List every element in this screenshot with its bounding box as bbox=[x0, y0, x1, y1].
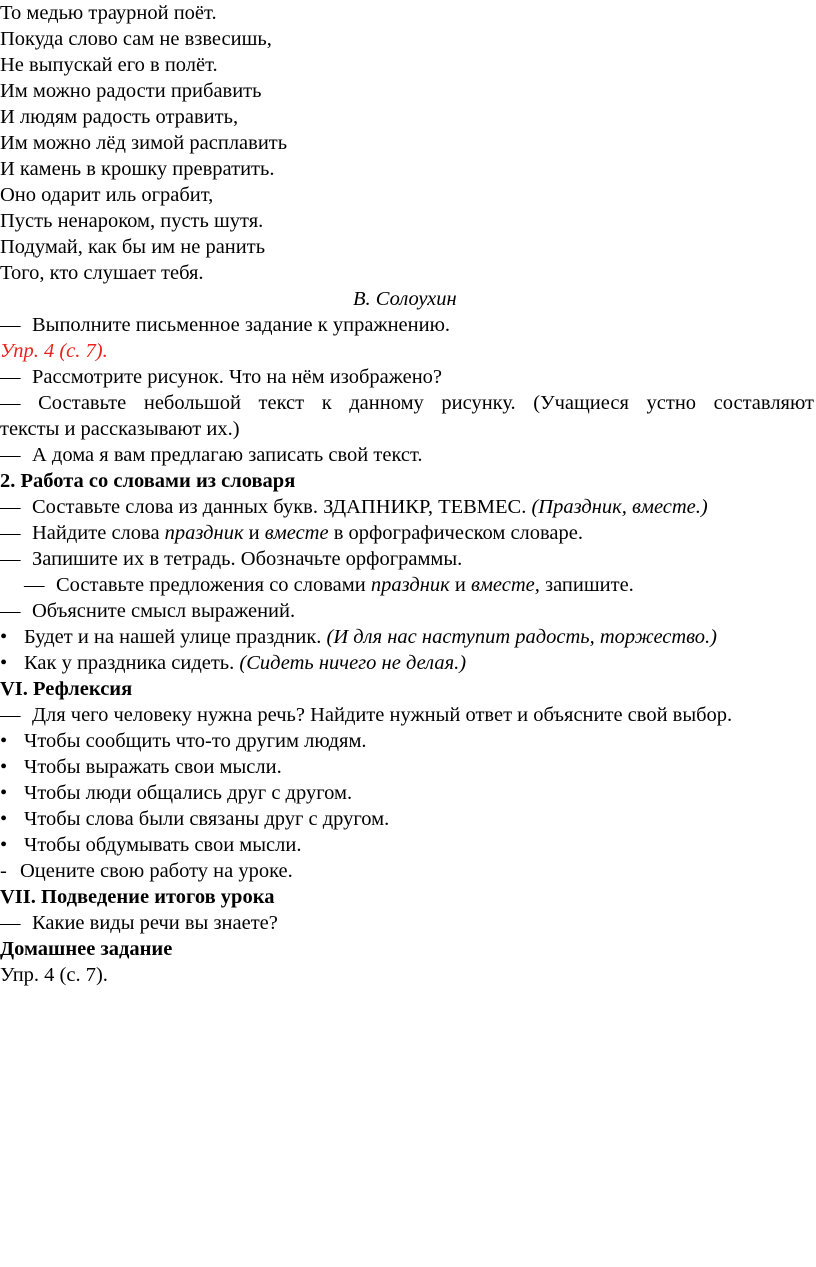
dash-marker: — bbox=[0, 366, 21, 388]
task-text: и bbox=[454, 574, 466, 596]
task-item bbox=[0, 910, 278, 936]
bullet-item bbox=[0, 728, 367, 754]
task-item bbox=[24, 572, 634, 598]
task-text: А дома я вам предлагаю записать свой текст. bbox=[32, 444, 423, 466]
task-text: Запишите их в тетрадь. Обозначьте орфограммы. bbox=[32, 548, 463, 570]
task-item bbox=[0, 494, 708, 520]
task-item bbox=[0, 598, 295, 624]
task-item bbox=[0, 702, 732, 728]
bullet-text: Как у праздника сидеть. bbox=[24, 652, 235, 674]
task-text: и bbox=[248, 522, 260, 544]
dash-marker: — bbox=[24, 574, 45, 596]
task-item bbox=[0, 520, 583, 546]
task-text-continuation: тексты и рассказывают их.) bbox=[0, 418, 240, 440]
poem-author: В. Солоухин bbox=[353, 288, 457, 310]
bullet-marker: • bbox=[0, 730, 8, 752]
poem-line: Того, кто слушает тебя. bbox=[0, 262, 204, 284]
task-item-justified bbox=[0, 390, 814, 416]
word: составляют bbox=[713, 392, 814, 414]
bullet-text: Чтобы сообщить что-то другим людям. bbox=[24, 730, 367, 752]
word: Составьте bbox=[38, 392, 127, 414]
bullet-marker: • bbox=[0, 756, 8, 778]
word: рисунку. bbox=[441, 392, 516, 414]
bullet-italic: (Сидеть ничего не делая.) bbox=[239, 652, 467, 674]
bullet-text: Чтобы выражать свои мысли. bbox=[24, 756, 282, 778]
bullet-item bbox=[0, 806, 389, 832]
bullet-text: Будет и на нашей улице праздник. bbox=[24, 626, 322, 648]
poem-line: Им можно лёд зимой расплавить bbox=[0, 132, 288, 154]
dash-marker: — bbox=[0, 444, 21, 466]
bullet-item bbox=[0, 780, 352, 806]
word: (Учащиеся bbox=[533, 392, 629, 414]
word-italic: праздник bbox=[164, 522, 244, 544]
word-italic: вместе bbox=[264, 522, 329, 544]
dash-marker: — bbox=[0, 496, 21, 518]
task-text: Для чего человеку нужна речь? Найдите нужный ответ и объясните свой выбор. bbox=[32, 704, 733, 726]
task-text: Составьте предложения со словами bbox=[56, 574, 366, 596]
task-text: запишите. bbox=[545, 574, 634, 596]
bullet-text: Чтобы обдумывать свои мысли. bbox=[24, 834, 302, 856]
bullet-marker: • bbox=[0, 626, 8, 648]
poem-line: Подумай, как бы им не ранить bbox=[0, 236, 266, 258]
bullet-item bbox=[0, 832, 301, 858]
hyphen-marker: - bbox=[0, 860, 7, 882]
task-text: Какие виды речи вы знаете? bbox=[32, 912, 278, 934]
poem-line: Не выпускай его в полёт. bbox=[0, 54, 218, 76]
poem-line: Покуда слово сам не взвесишь, bbox=[0, 28, 272, 50]
task-item bbox=[0, 312, 450, 338]
bullet-item bbox=[0, 650, 466, 676]
homework-text: Упр. 4 (с. 7). bbox=[0, 964, 108, 986]
dash-marker: — bbox=[0, 392, 21, 414]
task-text: Объясните смысл выражений. bbox=[32, 600, 296, 622]
word-italic: праздник bbox=[370, 574, 450, 596]
task-item bbox=[0, 442, 423, 468]
bullet-marker: • bbox=[0, 834, 8, 856]
task-text: Найдите слова bbox=[32, 522, 160, 544]
poem-line: И камень в крошку превратить. bbox=[0, 158, 275, 180]
word: устно bbox=[646, 392, 697, 414]
bullet-text: Чтобы слова были связаны друг с другом. bbox=[24, 808, 390, 830]
word: данному bbox=[349, 392, 424, 414]
answer-italic: (Праздник, вместе.) bbox=[531, 496, 708, 518]
dash-marker: — bbox=[0, 912, 21, 934]
section-heading: VII. Подведение итогов урока bbox=[0, 886, 275, 908]
poem-line: Им можно радости прибавить bbox=[0, 80, 262, 102]
poem-line: И людям радость отравить, bbox=[0, 106, 239, 128]
dash-marker: — bbox=[0, 314, 21, 336]
bullet-text: Чтобы люди общались друг с другом. bbox=[24, 782, 353, 804]
self-assessment-item bbox=[0, 858, 293, 884]
task-item bbox=[0, 364, 442, 390]
dash-marker: — bbox=[0, 548, 21, 570]
word-italic: вместе, bbox=[470, 574, 540, 596]
task-text: в орфографическом словаре. bbox=[333, 522, 584, 544]
poem-line: То медью траурной поёт. bbox=[0, 2, 217, 24]
word: текст bbox=[258, 392, 305, 414]
word: к bbox=[321, 392, 332, 414]
poem-line: Оно одарит иль ограбит, bbox=[0, 184, 214, 206]
word: небольшой bbox=[143, 392, 241, 414]
task-text: Оцените свою работу на уроке. bbox=[20, 860, 293, 882]
exercise-reference: Упр. 4 (с. 7). bbox=[0, 340, 108, 362]
bullet-marker: • bbox=[0, 652, 8, 674]
bullet-item bbox=[0, 624, 717, 650]
bullet-marker: • bbox=[0, 808, 8, 830]
section-heading: VI. Рефлексия bbox=[0, 678, 133, 700]
section-heading: 2. Работа со словами из словаря bbox=[0, 470, 296, 492]
task-text: Выполните письменное задание к упражнению. bbox=[32, 314, 451, 336]
dash-marker: — bbox=[0, 600, 21, 622]
task-item bbox=[0, 546, 462, 572]
poem-line: Пусть ненароком, пусть шутя. bbox=[0, 210, 264, 232]
bullet-marker: • bbox=[0, 782, 8, 804]
homework-heading: Домашнее задание bbox=[0, 938, 173, 960]
bullet-italic: (И для нас наступит радость, торжество.) bbox=[326, 626, 718, 648]
task-text: Составьте слова из данных букв. ЗДАПНИКР, ТЕВМЕС. bbox=[32, 496, 527, 518]
bullet-item bbox=[0, 754, 282, 780]
dash-marker: — bbox=[0, 522, 21, 544]
dash-marker: — bbox=[0, 704, 21, 726]
task-text: Рассмотрите рисунок. Что на нём изображено? bbox=[32, 366, 443, 388]
